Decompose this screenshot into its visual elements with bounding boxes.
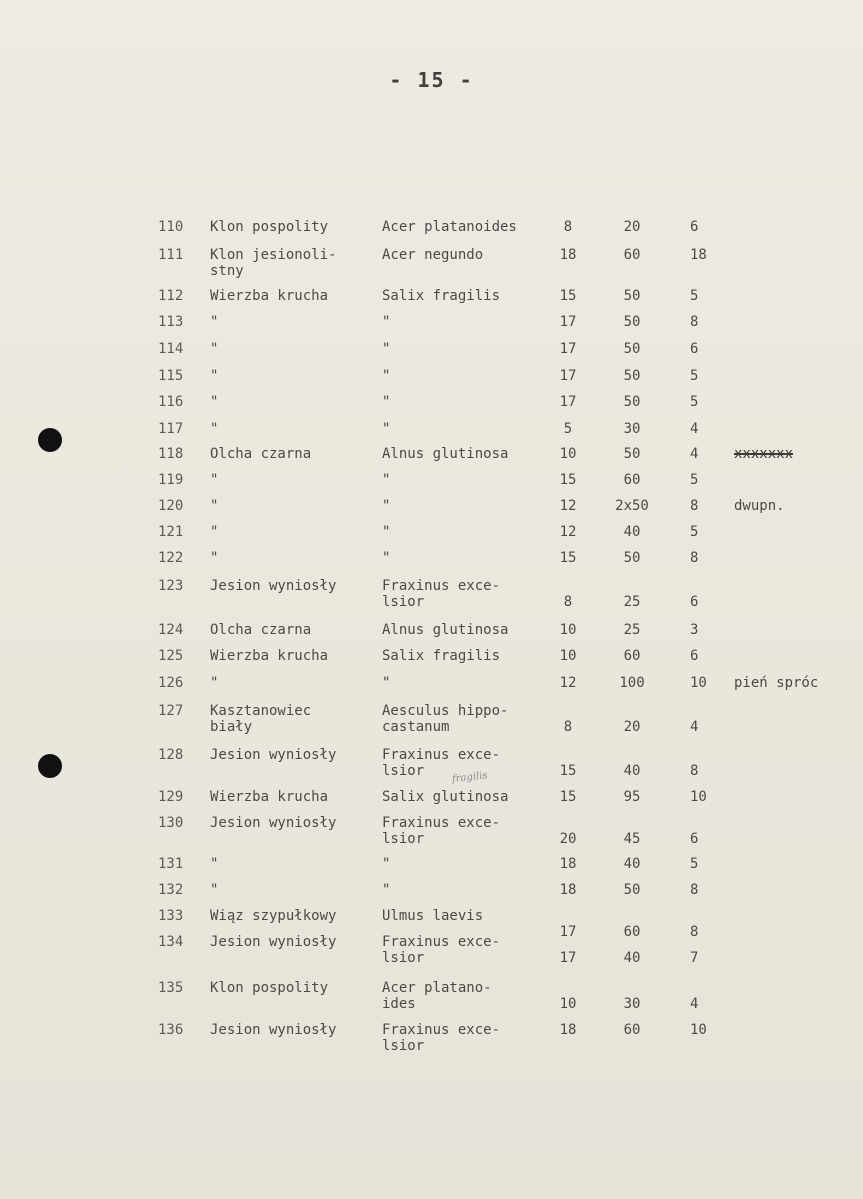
latin-name: Aesculus hippo- castanum <box>382 703 509 735</box>
crown-value: 8 <box>690 763 699 779</box>
diameter-value: 20 <box>559 831 577 847</box>
height-value: 30 <box>623 421 641 437</box>
latin-name: " <box>382 394 391 410</box>
latin-name: Acer platano- ides <box>382 980 492 1012</box>
polish-name: Klon pospolity <box>210 219 329 235</box>
table-row <box>0 1022 863 1062</box>
diameter-value: 18 <box>559 247 577 263</box>
latin-name: Acer platanoides <box>382 219 517 235</box>
table-row <box>0 747 863 787</box>
diameter-value: 5 <box>563 421 573 437</box>
tree-number: 118 <box>158 446 184 462</box>
polish-name: Wiąz szypułkowy <box>210 908 337 924</box>
polish-name: Wierzba krucha <box>210 648 329 664</box>
crown-value: 10 <box>690 675 707 691</box>
crown-value: 8 <box>690 498 699 514</box>
latin-name: " <box>382 550 391 566</box>
latin-name: " <box>382 882 391 898</box>
crown-value: 4 <box>690 421 699 437</box>
height-value: 50 <box>623 368 641 384</box>
crown-value: 10 <box>690 1022 707 1038</box>
polish-name: Olcha czarna <box>210 446 312 462</box>
tree-number: 116 <box>158 394 184 410</box>
latin-name: Alnus glutinosa <box>382 622 509 638</box>
tree-number: 111 <box>158 247 184 263</box>
crown-value: 5 <box>690 394 699 410</box>
polish-name: " <box>210 498 219 514</box>
height-value: 60 <box>623 648 641 664</box>
tree-number: 120 <box>158 498 184 514</box>
tree-number: 131 <box>158 856 184 872</box>
crown-value: 6 <box>690 831 699 847</box>
diameter-value: 18 <box>559 882 577 898</box>
crown-value: 8 <box>690 924 699 940</box>
height-value: 40 <box>623 950 641 966</box>
tree-number: 125 <box>158 648 184 664</box>
polish-name: Wierzba krucha <box>210 288 329 304</box>
crown-value: 5 <box>690 856 699 872</box>
polish-name: " <box>210 421 219 437</box>
diameter-value: 18 <box>559 856 577 872</box>
polish-name: " <box>210 675 219 691</box>
latin-name: Salix glutinosa <box>382 789 509 805</box>
crown-value: 6 <box>690 219 699 235</box>
crown-value: 4 <box>690 719 699 735</box>
tree-number: 132 <box>158 882 184 898</box>
tree-number: 113 <box>158 314 184 330</box>
latin-name: " <box>382 524 391 540</box>
latin-name: Fraxinus exce- lsior <box>382 1022 501 1054</box>
polish-name: " <box>210 472 219 488</box>
polish-name: Kasztanowiec biały <box>210 703 312 735</box>
diameter-value: 10 <box>559 996 577 1012</box>
diameter-value: 15 <box>559 288 577 304</box>
height-value: 45 <box>623 831 641 847</box>
crown-value: 6 <box>690 594 699 610</box>
latin-name: " <box>382 472 391 488</box>
polish-name: " <box>210 856 219 872</box>
latin-name: Fraxinus exce- lsior <box>382 747 501 779</box>
height-value: 20 <box>623 719 641 735</box>
height-value: 100 <box>619 675 645 691</box>
crown-value: 7 <box>690 950 699 966</box>
crown-value: 5 <box>690 368 699 384</box>
tree-number: 124 <box>158 622 184 638</box>
polish-name: Jesion wyniosły <box>210 815 337 831</box>
crown-value: 5 <box>690 288 699 304</box>
polish-name: " <box>210 368 219 384</box>
height-value: 50 <box>623 882 641 898</box>
height-value: 50 <box>623 550 641 566</box>
latin-name: Salix fragilis <box>382 288 501 304</box>
polish-name: " <box>210 314 219 330</box>
diameter-value: 10 <box>559 446 577 462</box>
crown-value: 6 <box>690 341 699 357</box>
polish-name: Klon jesionoli- stny <box>210 247 337 279</box>
latin-name: Ulmus laevis <box>382 908 484 924</box>
diameter-value: 18 <box>559 1022 577 1038</box>
height-value: 60 <box>623 247 641 263</box>
tree-number: 126 <box>158 675 184 691</box>
tree-number: 117 <box>158 421 184 437</box>
tree-number: 114 <box>158 341 184 357</box>
polish-name: " <box>210 524 219 540</box>
diameter-value: 17 <box>559 924 577 940</box>
latin-name: Acer negundo <box>382 247 484 263</box>
height-value: 50 <box>623 314 641 330</box>
polish-name: " <box>210 550 219 566</box>
height-value: 50 <box>623 341 641 357</box>
diameter-value: 8 <box>563 719 573 735</box>
tree-number: 136 <box>158 1022 184 1038</box>
diameter-value: 17 <box>559 341 577 357</box>
height-value: 25 <box>623 622 641 638</box>
polish-name: Jesion wyniosły <box>210 578 337 594</box>
height-value: 60 <box>623 924 641 940</box>
tree-number: 119 <box>158 472 184 488</box>
crown-value: 5 <box>690 524 699 540</box>
diameter-value: 8 <box>563 219 573 235</box>
polish-name: " <box>210 394 219 410</box>
latin-name: Fraxinus exce- lsior <box>382 815 501 847</box>
polish-name: " <box>210 882 219 898</box>
remark: dwupn. <box>734 498 785 514</box>
polish-name: Jesion wyniosły <box>210 747 337 763</box>
latin-name: " <box>382 341 391 357</box>
tree-number: 127 <box>158 703 184 719</box>
height-value: 50 <box>623 446 641 462</box>
crown-value: 6 <box>690 648 699 664</box>
tree-number: 129 <box>158 789 184 805</box>
tree-number: 122 <box>158 550 184 566</box>
latin-name: " <box>382 421 391 437</box>
polish-name: Olcha czarna <box>210 622 312 638</box>
table-row <box>0 934 863 974</box>
tree-number: 123 <box>158 578 184 594</box>
height-value: 30 <box>623 996 641 1012</box>
latin-name: " <box>382 498 391 514</box>
table-row <box>0 703 863 743</box>
table-row <box>0 247 863 287</box>
latin-name: Fraxinus exce- lsior <box>382 578 501 610</box>
tree-number: 121 <box>158 524 184 540</box>
diameter-value: 15 <box>559 472 577 488</box>
crown-value: 10 <box>690 789 707 805</box>
latin-name: " <box>382 314 391 330</box>
latin-name: Fraxinus exce- lsior <box>382 934 501 966</box>
diameter-value: 15 <box>559 789 577 805</box>
height-value: 2x50 <box>615 498 649 514</box>
tree-number: 128 <box>158 747 184 763</box>
height-value: 40 <box>623 524 641 540</box>
diameter-value: 15 <box>559 763 577 779</box>
height-value: 60 <box>623 1022 641 1038</box>
height-value: 25 <box>623 594 641 610</box>
tree-number: 133 <box>158 908 184 924</box>
height-value: 20 <box>623 219 641 235</box>
remark: pień spróc <box>734 675 819 691</box>
table-row <box>0 980 863 1020</box>
crown-value: 3 <box>690 622 699 638</box>
height-value: 60 <box>623 472 641 488</box>
crown-value: 4 <box>690 996 699 1012</box>
diameter-value: 12 <box>559 524 577 540</box>
tree-number: 134 <box>158 934 184 950</box>
diameter-value: 12 <box>559 498 577 514</box>
crown-value: 5 <box>690 472 699 488</box>
height-value: 95 <box>623 789 641 805</box>
tree-number: 110 <box>158 219 184 235</box>
diameter-value: 10 <box>559 622 577 638</box>
crown-value: 4 <box>690 446 699 462</box>
diameter-value: 17 <box>559 950 577 966</box>
page-number: - 15 - <box>389 68 474 92</box>
crown-value: 18 <box>690 247 707 263</box>
polish-name: Jesion wyniosły <box>210 1022 337 1038</box>
diameter-value: 12 <box>559 675 577 691</box>
remark: xxxxxxx <box>734 446 794 462</box>
height-value: 50 <box>623 288 641 304</box>
height-value: 50 <box>623 394 641 410</box>
diameter-value: 17 <box>559 314 577 330</box>
latin-name: " <box>382 856 391 872</box>
latin-name: " <box>382 368 391 384</box>
polish-name: Klon pospolity <box>210 980 329 996</box>
tree-number: 130 <box>158 815 184 831</box>
height-value: 40 <box>623 856 641 872</box>
tree-number: 112 <box>158 288 184 304</box>
latin-name: Salix fragilis <box>382 648 501 664</box>
diameter-value: 17 <box>559 394 577 410</box>
handwritten-note: fragilis <box>451 770 489 785</box>
diameter-value: 15 <box>559 550 577 566</box>
crown-value: 8 <box>690 550 699 566</box>
polish-name: " <box>210 341 219 357</box>
diameter-value: 10 <box>559 648 577 664</box>
diameter-value: 8 <box>563 594 573 610</box>
polish-name: Wierzba krucha <box>210 789 329 805</box>
table-row <box>0 578 863 618</box>
latin-name: " <box>382 675 391 691</box>
tree-number: 115 <box>158 368 184 384</box>
diameter-value: 17 <box>559 368 577 384</box>
tree-number: 135 <box>158 980 184 996</box>
polish-name: Jesion wyniosły <box>210 934 337 950</box>
table-row <box>0 815 863 855</box>
crown-value: 8 <box>690 882 699 898</box>
crown-value: 8 <box>690 314 699 330</box>
height-value: 40 <box>623 763 641 779</box>
latin-name: Alnus glutinosa <box>382 446 509 462</box>
